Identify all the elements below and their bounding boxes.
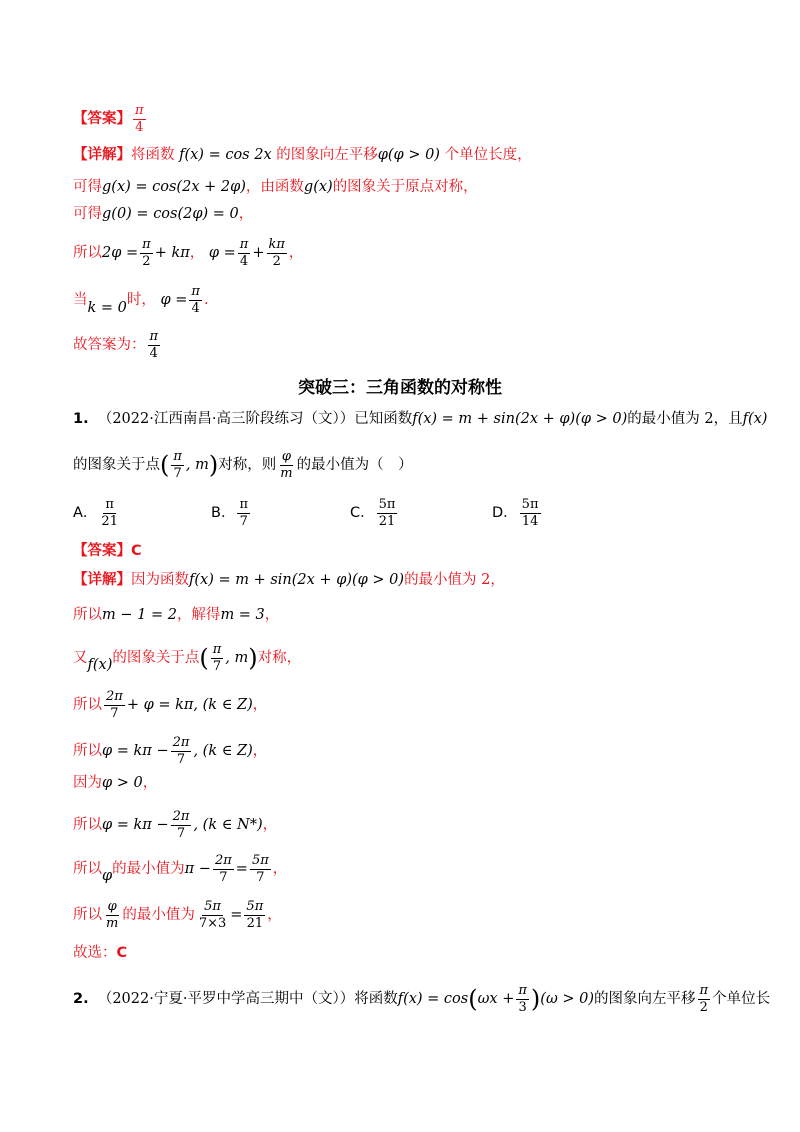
detail2-line-6: 因为φ > 0， — [73, 775, 158, 791]
option-b: B． $\frac{\pi}{7}$ — [211, 497, 248, 529]
section-title: 突破三：三角函数的对称性 — [298, 378, 502, 398]
detail2-line-9: 所以 $\frac{\varphi}{m}$ 的最小值为 $\frac{5\pi}{7\times 3}$ = $\frac{5\pi}{21}$ ， — [73, 899, 282, 931]
detail1-line-2: 可得g(x) = cos(2x + 2φ)，由函数g(x)的图象关于原点对称， — [73, 179, 478, 195]
detail2-line-3: 又f(x)的图象关于点( $\frac{\pi}{7}$ , m)对称， — [73, 642, 302, 674]
question-1-line-1: 1. （2022·江西南昌·高三阶段练习（文））已知函数f(x) = m + sin(2x + φ)(φ > 0)的最小值为 2，且f(x) — [73, 411, 768, 427]
detail1-line-6: 故答案为： $\frac{\pi}{4}$ — [73, 329, 159, 361]
detail2-line-4: 所以 $\frac{2\pi}{7}$ + φ = kπ, (k ∈ Z)， — [73, 689, 268, 721]
answer-fraction: $\frac{\pi}{4}$ — [135, 103, 144, 135]
answer-label: 【答案】 — [73, 111, 131, 128]
detail1-line-1: 【详解】将函数 f(x) = cos 2x 的图象向左平移φ(φ > 0) 个单位长度， — [73, 147, 532, 163]
detail2-line-7: 所以φ = kπ − $\frac{2\pi}{7}$ , (k ∈ N*)， — [73, 809, 278, 841]
detail1-line-3: 可得g(0) = cos(2φ) = 0， — [73, 206, 254, 222]
answer-line-1 — [73, 104, 148, 134]
detail1-line-5: 当k = 0时， φ = $\frac{\pi}{4}$ . — [73, 284, 209, 317]
detail1-line-4: 所以2φ = $\frac{\pi}{2}$ + kπ， φ = $\frac{\pi}{4}$ + $\frac{k\pi}{2}$ ， — [73, 237, 304, 269]
option-c: C． $\frac{5\pi}{21}$ — [350, 497, 396, 529]
detail2-line-5: 所以φ = kπ − $\frac{2\pi}{7}$ , (k ∈ Z)， — [73, 735, 268, 767]
question-2-line-1: 2. （2022·宁夏·平罗中学高三期中（文））将函数f(x) = cos(ωx + $\frac{\pi}{3}$ )(ω > 0)的图象向左平移 $\frac{\pi}{2}$ 个单位长 — [73, 983, 771, 1015]
question-1-line-2: 的图象关于点( $\frac{\pi}{7}$ , m)对称，则 $\frac{\varphi}{m}$ 的最小值为（ ） — [73, 449, 413, 481]
detail2-line-8: 所以φ的最小值为π − $\frac{2\pi}{7}$ = $\frac{5\pi}{7}$ ， — [73, 853, 288, 885]
option-d: D． $\frac{5\pi}{14}$ — [492, 497, 539, 529]
detail2-line-2: 所以m − 1 = 2，解得m = 3， — [73, 607, 280, 623]
answer-line-2: 【答案】C — [73, 543, 142, 559]
detail2-line-10: 故选：C — [73, 945, 128, 961]
detail2-line-1: 【详解】因为函数f(x) = m + sin(2x + φ)(φ > 0)的最小值为 2， — [73, 572, 505, 588]
option-a: A． $\frac{\pi}{21}$ — [73, 497, 118, 529]
